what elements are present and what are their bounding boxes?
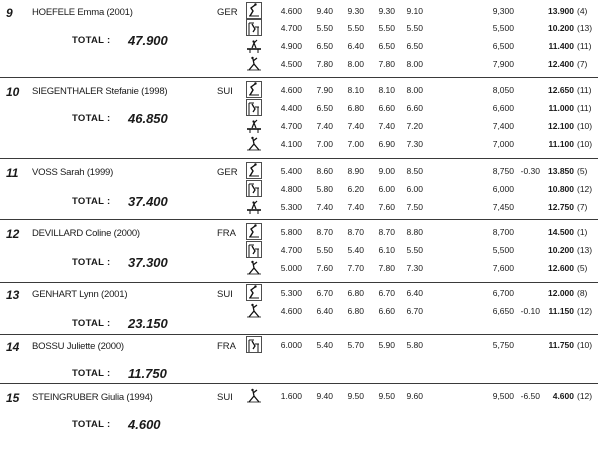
judge-score-1: 7.00: [316, 139, 333, 149]
judge-score-3: 9.00: [378, 166, 395, 176]
judge-score-2: 7.00: [347, 139, 364, 149]
execution-score: 6,000: [492, 184, 514, 194]
athlete-name: VOSS Sarah (1999): [32, 167, 114, 178]
difficulty-score: 4.600: [280, 6, 302, 16]
judge-score-1: 8.60: [316, 166, 333, 176]
apparatus-place: (1): [577, 227, 588, 237]
apparatus-row: [0, 223, 598, 243]
floor-icon: [246, 135, 262, 152]
difficulty-score: 4.700: [280, 121, 302, 131]
difficulty-score: 4.500: [280, 59, 302, 69]
judge-score-3: 7.60: [378, 202, 395, 212]
athlete-block: [0, 0, 598, 77]
judge-score-3: 7.80: [378, 59, 395, 69]
vault-icon: [246, 2, 262, 19]
apparatus-row: [0, 284, 598, 304]
athlete-block: [0, 282, 598, 334]
final-score: 12.000: [548, 288, 574, 298]
execution-score: 9,500: [492, 391, 514, 401]
nation-code: FRA: [217, 341, 236, 352]
difficulty-score: 1.600: [280, 391, 302, 401]
judge-score-3: 6.70: [378, 288, 395, 298]
difficulty-score: 5.400: [280, 166, 302, 176]
apparatus-place: (5): [577, 166, 588, 176]
total-score: 37.400: [128, 194, 168, 209]
total-label: TOTAL :: [72, 318, 111, 329]
judge-score-3: 5.50: [378, 23, 395, 33]
difficulty-score: 4.600: [280, 85, 302, 95]
apparatus-row: [0, 336, 598, 356]
vault-icon: [246, 81, 262, 98]
difficulty-score: 5.800: [280, 227, 302, 237]
judge-score-1: 6.40: [316, 306, 333, 316]
apparatus-row: [0, 180, 598, 200]
difficulty-score: 6.000: [280, 340, 302, 350]
final-score: 11.150: [548, 306, 574, 316]
vault-icon: [246, 223, 262, 240]
judge-score-2: 9.50: [347, 391, 364, 401]
uneven-bars-icon: [246, 336, 262, 353]
execution-score: 5,500: [492, 23, 514, 33]
execution-score: 7,400: [492, 121, 514, 131]
execution-score: 8,700: [492, 227, 514, 237]
apparatus-row: [0, 259, 598, 279]
judge-score-4: 9.60: [406, 391, 423, 401]
execution-score: 7,450: [492, 202, 514, 212]
vault-icon: [246, 284, 262, 301]
apparatus-place: (13): [577, 23, 593, 33]
total-score: 11.750: [128, 366, 167, 381]
judge-score-1: 6.50: [316, 41, 333, 51]
total-label: TOTAL :: [72, 113, 111, 124]
final-score: 12.750: [548, 202, 574, 212]
athlete-name: SIEGENTHALER Stefanie (1998): [32, 86, 168, 97]
judge-score-1: 7.60: [316, 263, 333, 273]
rank: 13: [6, 288, 20, 302]
execution-score: 8,050: [492, 85, 514, 95]
final-score: 12.600: [548, 263, 574, 273]
difficulty-score: 5.300: [280, 288, 302, 298]
judge-score-1: 7.80: [316, 59, 333, 69]
judge-score-1: 7.40: [316, 121, 333, 131]
difficulty-score: 4.100: [280, 139, 302, 149]
execution-score: 6,700: [492, 288, 514, 298]
difficulty-score: 4.400: [280, 103, 302, 113]
judge-score-1: 7.40: [316, 202, 333, 212]
apparatus-place: (7): [577, 59, 588, 69]
uneven-bars-icon: [246, 19, 262, 36]
judge-score-2: 7.40: [347, 202, 364, 212]
judge-score-3: 9.30: [378, 6, 395, 16]
nation-code: GER: [217, 7, 238, 18]
judge-score-3: 7.40: [378, 121, 395, 131]
judge-score-1: 6.50: [316, 103, 333, 113]
apparatus-place: (8): [577, 288, 588, 298]
judge-score-4: 6.50: [406, 41, 423, 51]
total-label: TOTAL :: [72, 419, 111, 430]
judge-score-2: 5.70: [347, 340, 364, 350]
athlete-block: [0, 219, 598, 282]
judge-score-2: 6.80: [347, 288, 364, 298]
judge-score-2: 8.70: [347, 227, 364, 237]
total-score: 47.900: [128, 33, 168, 48]
total-label: TOTAL :: [72, 196, 111, 207]
execution-score: 7,900: [492, 59, 514, 69]
execution-score: 7,000: [492, 139, 514, 149]
judge-score-4: 8.00: [406, 85, 423, 95]
rank: 11: [6, 166, 19, 180]
apparatus-place: (10): [577, 139, 593, 149]
apparatus-place: (12): [577, 184, 593, 194]
judge-score-3: 6.00: [378, 184, 395, 194]
judge-score-4: 5.50: [406, 245, 423, 255]
apparatus-place: (5): [577, 263, 588, 273]
judge-score-4: 9.10: [406, 6, 423, 16]
uneven-bars-icon: [246, 99, 262, 116]
athlete-name: DEVILLARD Coline (2000): [32, 228, 140, 239]
judge-score-1: 5.50: [316, 23, 333, 33]
judge-score-2: 5.50: [347, 23, 364, 33]
apparatus-row: [0, 135, 598, 155]
uneven-bars-icon: [246, 241, 262, 258]
apparatus-row: [0, 387, 598, 407]
judge-score-1: 5.40: [316, 340, 333, 350]
apparatus-place: (10): [577, 121, 593, 131]
final-score: 10.200: [548, 23, 574, 33]
judge-score-4: 8.50: [406, 166, 423, 176]
judge-score-3: 7.80: [378, 263, 395, 273]
judge-score-1: 7.90: [316, 85, 333, 95]
final-score: 13.850: [548, 166, 574, 176]
final-score: 14.500: [548, 227, 574, 237]
execution-score: 9,300: [492, 6, 514, 16]
apparatus-row: [0, 162, 598, 182]
apparatus-row: [0, 81, 598, 101]
judge-score-2: 9.30: [347, 6, 364, 16]
uneven-bars-icon: [246, 180, 262, 197]
floor-icon: [246, 259, 262, 276]
nation-code: GER: [217, 167, 238, 178]
apparatus-place: (11): [577, 85, 592, 95]
judge-score-4: 7.30: [406, 263, 423, 273]
judge-score-2: 6.40: [347, 41, 364, 51]
final-score: 10.200: [548, 245, 574, 255]
total-label: TOTAL :: [72, 368, 111, 379]
judge-score-4: 7.50: [406, 202, 423, 212]
penalty: -0.10: [520, 306, 540, 316]
vault-icon: [246, 162, 262, 179]
judge-score-2: 8.10: [347, 85, 364, 95]
nation-code: SUI: [217, 392, 233, 403]
rank: 10: [6, 85, 20, 99]
judge-score-3: 6.60: [378, 306, 395, 316]
judge-score-4: 5.80: [406, 340, 423, 350]
apparatus-row: [0, 37, 598, 57]
judge-score-3: 6.60: [378, 103, 395, 113]
athlete-block: [0, 334, 598, 383]
balance-beam-icon: [246, 198, 262, 215]
rank: 12: [6, 227, 20, 241]
execution-score: 5,750: [492, 340, 514, 350]
judge-score-2: 8.00: [347, 59, 364, 69]
execution-score: 5,500: [492, 245, 514, 255]
floor-icon: [246, 55, 262, 72]
judge-score-2: 6.80: [347, 103, 364, 113]
judge-score-2: 6.80: [347, 306, 364, 316]
apparatus-row: [0, 241, 598, 261]
judge-score-1: 9.40: [316, 391, 333, 401]
apparatus-row: [0, 198, 598, 218]
judge-score-2: 7.40: [347, 121, 364, 131]
apparatus-row: [0, 117, 598, 137]
difficulty-score: 5.300: [280, 202, 302, 212]
apparatus-place: (13): [577, 245, 593, 255]
athlete-name: STEINGRUBER Giulia (1994): [32, 392, 153, 403]
judge-score-4: 7.20: [406, 121, 423, 131]
total-label: TOTAL :: [72, 257, 111, 268]
athlete-name: GENHART Lynn (2001): [32, 289, 128, 300]
total-score: 37.300: [128, 255, 168, 270]
apparatus-place: (10): [577, 340, 593, 350]
athlete-block: [0, 158, 598, 219]
rank: 9: [6, 6, 13, 20]
balance-beam-icon: [246, 117, 262, 134]
penalty: -0.30: [520, 166, 540, 176]
difficulty-score: 4.700: [280, 245, 302, 255]
athlete-name: BOSSU Juliette (2000): [32, 341, 124, 352]
athlete-block: [0, 77, 598, 158]
difficulty-score: 4.900: [280, 41, 302, 51]
nation-code: SUI: [217, 289, 233, 300]
judge-score-4: 8.00: [406, 59, 423, 69]
execution-score: 6,650: [492, 306, 514, 316]
judge-score-4: 8.80: [406, 227, 423, 237]
penalty: -6.50: [520, 391, 540, 401]
total-label: TOTAL :: [72, 35, 111, 46]
judge-score-2: 6.20: [347, 184, 364, 194]
nation-code: SUI: [217, 86, 233, 97]
difficulty-score: 4.700: [280, 23, 302, 33]
execution-score: 7,600: [492, 263, 514, 273]
apparatus-place: (12): [577, 391, 593, 401]
judge-score-4: 6.70: [406, 306, 423, 316]
floor-icon: [246, 302, 262, 319]
judge-score-4: 7.30: [406, 139, 423, 149]
final-score: 11.400: [548, 41, 574, 51]
total-score: 46.850: [128, 111, 168, 126]
apparatus-place: (11): [577, 41, 592, 51]
total-score: 23.150: [128, 316, 168, 331]
nation-code: FRA: [217, 228, 236, 239]
judge-score-1: 5.80: [316, 184, 333, 194]
judge-score-2: 5.40: [347, 245, 364, 255]
judge-score-4: 6.40: [406, 288, 423, 298]
judge-score-1: 9.40: [316, 6, 333, 16]
floor-icon: [246, 387, 262, 404]
final-score: 10.800: [548, 184, 574, 194]
final-score: 12.650: [548, 85, 574, 95]
judge-score-3: 6.90: [378, 139, 395, 149]
judge-score-3: 8.10: [378, 85, 395, 95]
judge-score-4: 6.00: [406, 184, 423, 194]
rank: 14: [6, 340, 20, 354]
apparatus-place: (7): [577, 202, 588, 212]
final-score: 11.000: [548, 103, 574, 113]
execution-score: 6,600: [492, 103, 514, 113]
judge-score-4: 6.60: [406, 103, 423, 113]
apparatus-place: (12): [577, 306, 593, 316]
judge-score-3: 9.50: [378, 391, 395, 401]
execution-score: 8,750: [492, 166, 514, 176]
difficulty-score: 4.800: [280, 184, 302, 194]
judge-score-2: 7.70: [347, 263, 364, 273]
judge-score-3: 6.10: [378, 245, 395, 255]
athlete-name: HOEFELE Emma (2001): [32, 7, 133, 18]
apparatus-row: [0, 19, 598, 39]
judge-score-1: 5.50: [316, 245, 333, 255]
apparatus-row: [0, 302, 598, 322]
final-score: 11.100: [548, 139, 574, 149]
final-score: 13.900: [548, 6, 574, 16]
execution-score: 6,500: [492, 41, 514, 51]
athlete-block: [0, 383, 598, 449]
judge-score-1: 6.70: [316, 288, 333, 298]
final-score: 11.750: [548, 340, 574, 350]
apparatus-row: [0, 55, 598, 75]
apparatus-row: [0, 99, 598, 119]
judge-score-3: 6.50: [378, 41, 395, 51]
difficulty-score: 4.600: [280, 306, 302, 316]
final-score: 4.600: [552, 391, 574, 401]
judge-score-3: 8.70: [378, 227, 395, 237]
final-score: 12.100: [548, 121, 574, 131]
apparatus-place: (4): [577, 6, 588, 16]
total-score: 4.600: [128, 417, 161, 432]
judge-score-2: 8.90: [347, 166, 364, 176]
rank: 15: [6, 391, 20, 405]
judge-score-3: 5.90: [378, 340, 395, 350]
difficulty-score: 5.000: [280, 263, 302, 273]
apparatus-place: (11): [577, 103, 592, 113]
judge-score-4: 5.50: [406, 23, 423, 33]
judge-score-1: 8.70: [316, 227, 333, 237]
balance-beam-icon: [246, 37, 262, 54]
final-score: 12.400: [548, 59, 574, 69]
